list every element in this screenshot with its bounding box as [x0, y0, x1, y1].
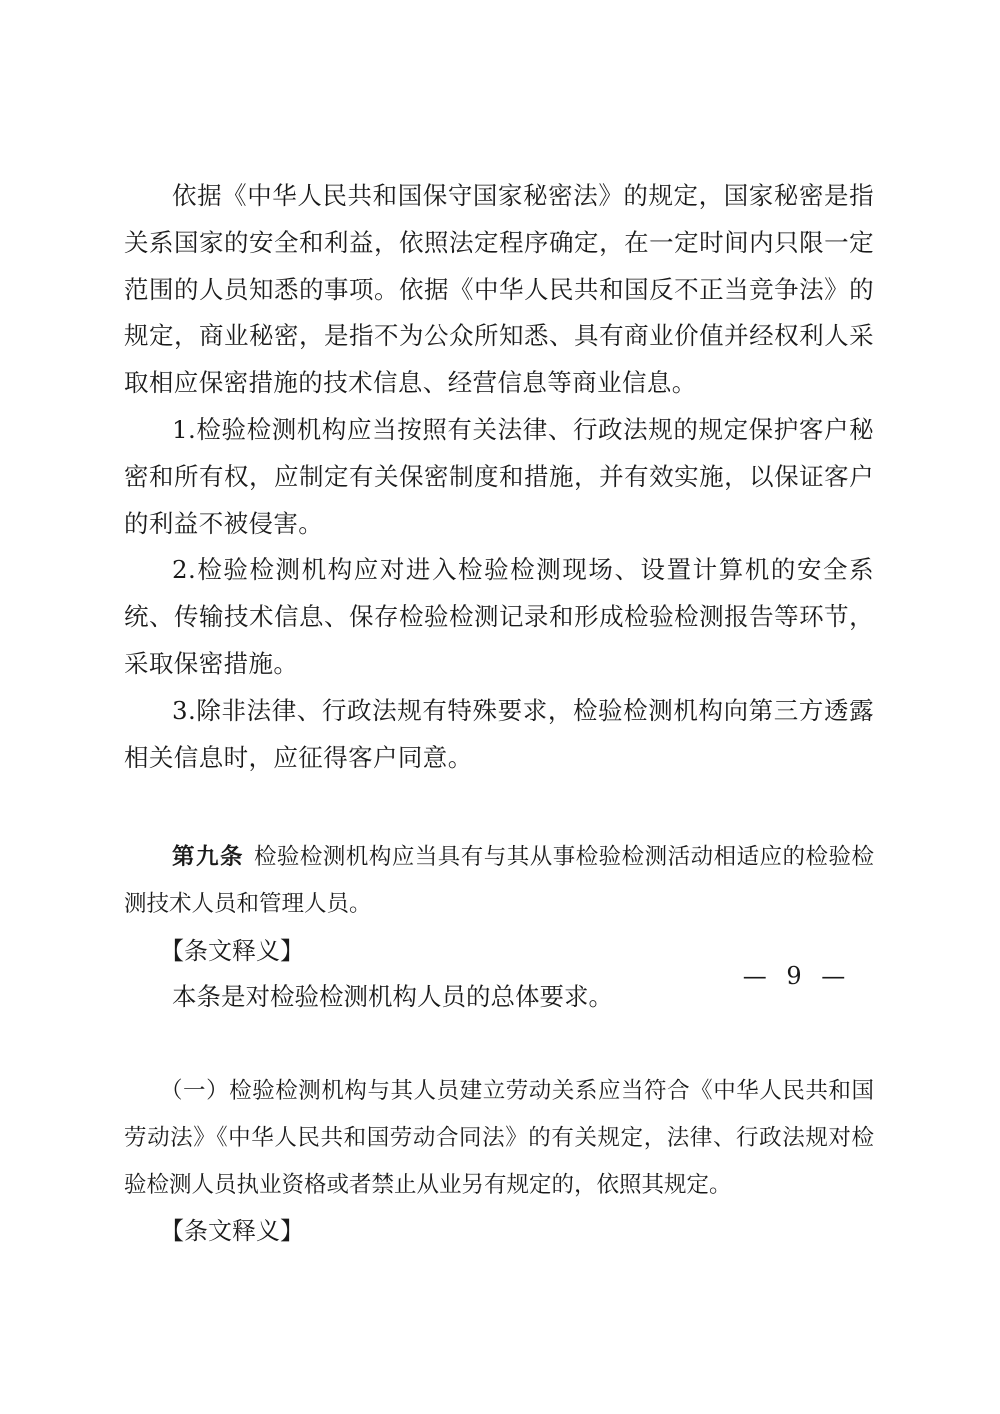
clause-one-section [124, 1068, 874, 1255]
page-number: — 9 — [742, 962, 852, 990]
article-heading: 第九条 [172, 844, 244, 870]
article-paragraph [124, 834, 874, 928]
clause-one-text: （一）检验检测机构与其人员建立劳动关系应当符合《中华人民共和国劳动法》《中华人民共和国劳动合同法》的有关规定，法律、行政法规对检验检测人员执业资格或者禁止从业另有规定的，依照其规定。 [124, 1078, 874, 1198]
paragraph-secrets-definition: 依据《中华人民共和国保守国家秘密法》的规定，国家秘密是指关系国家的安全和利益，依照法定程序确定，在一定时间内只限一定范围的人员知悉的事项。依据《中华人民共和国反不正当竞争法》的规定，商业秘密，是指不为公众所知悉、具有商业价值并经权利人采取相应保密措施的技术信息、经营信息等商业信息。 [124, 181, 874, 398]
paragraph-item-1: 1.检验检测机构应当按照有关法律、行政法规的规定保护客户秘密和所有权，应制定有关保密制度和措施，并有效实施，以保证客户的利益不被侵害。 [124, 414, 874, 538]
clause-explanation-label: 【条文释义】 [160, 1217, 304, 1246]
article-text: 检验检测机构应当具有与其从事检验检测活动相适应的检验检测技术人员和管理人员。 [124, 844, 874, 917]
top-paragraphs [124, 173, 874, 781]
article-explanation-text: 本条是对检验检测机构人员的总体要求。 [172, 982, 613, 1012]
paragraph-item-2: 2.检验检测机构应对进入检验检测现场、设置计算机的安全系统、传输技术信息、保存检验检测记录和形成检验检测报告等环节，采取保密措施。 [124, 555, 874, 678]
article-explanation-label: 【条文释义】 [160, 936, 304, 965]
paragraph-item-3: 3.除非法律、行政法规有特殊要求，检验检测机构向第三方透露相关信息时，应征得客户同意。 [124, 695, 874, 772]
